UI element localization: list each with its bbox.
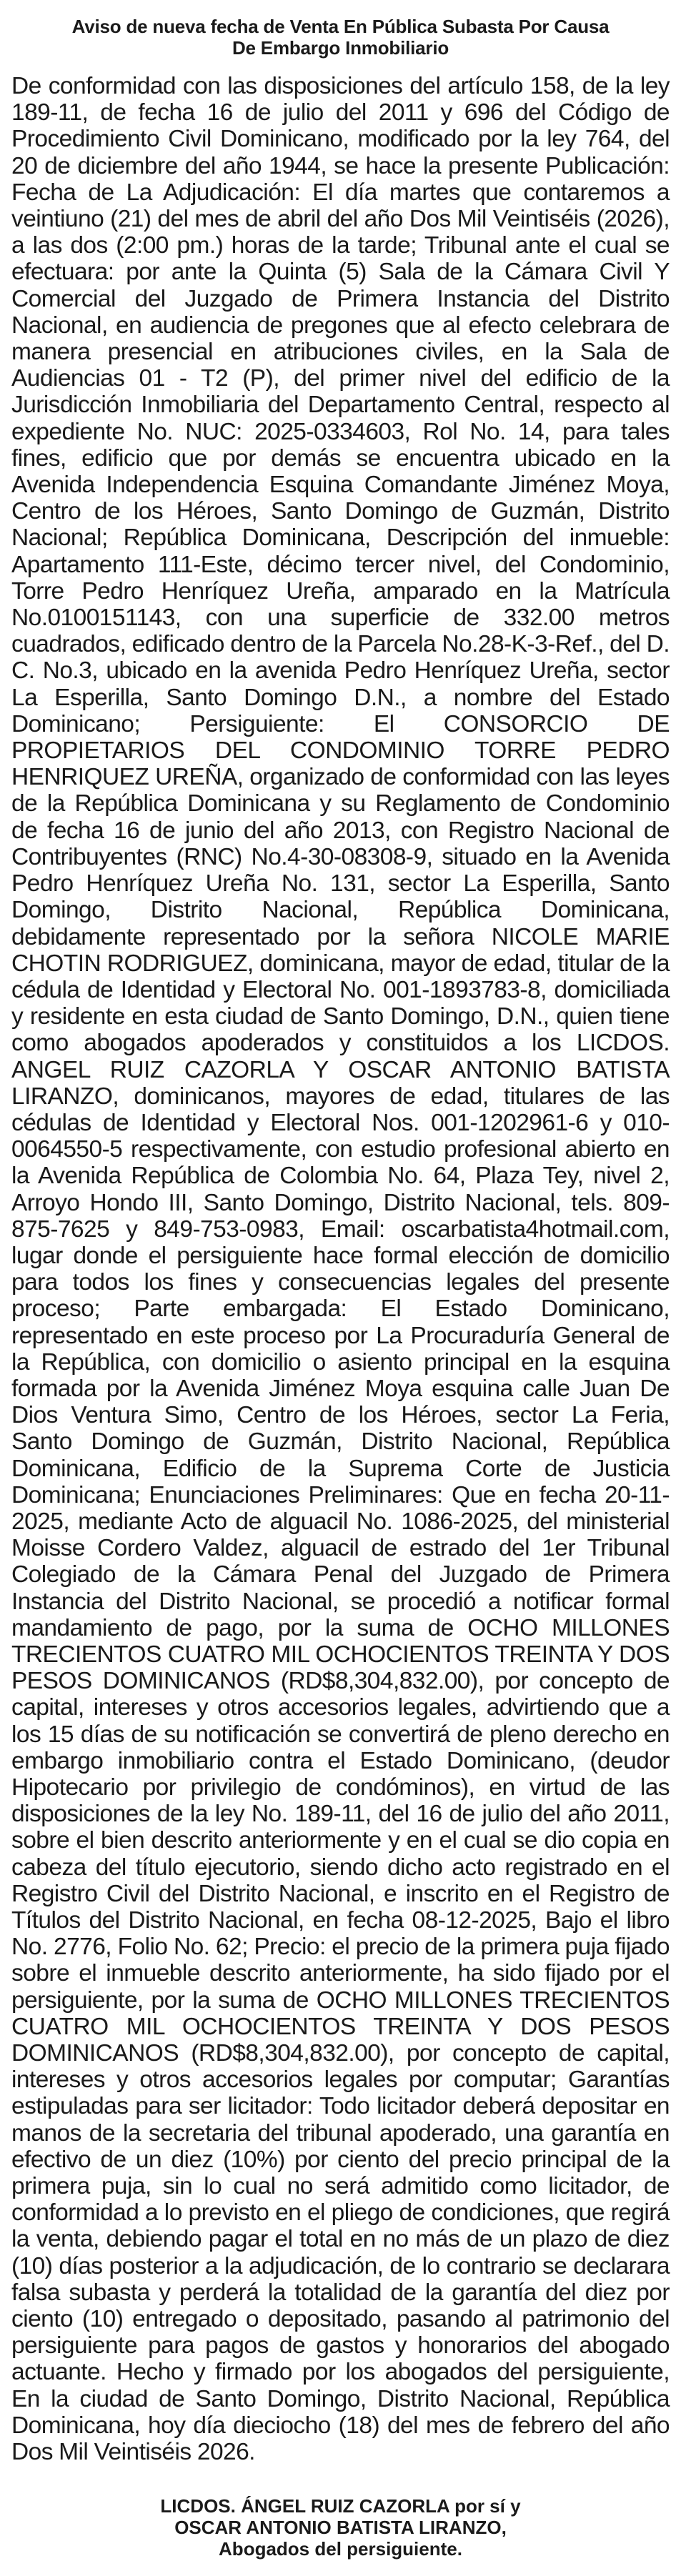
notice-title-line-2: De Embargo Inmobiliario [232, 37, 449, 59]
notice-title [0, 0, 681, 59]
notice-signature [29, 2495, 652, 2560]
signature-line-3: Abogados del persiguiente. [219, 2538, 462, 2560]
notice-title-line-1: Aviso de nueva fecha de Venta En Pública Subasta Por Causa [71, 16, 610, 37]
notice-body: De conformidad con las disposiciones del artículo 158, de la ley 189-11, de fecha 16 de julio del 2011 y 696 del Código de Procedimiento Civil Dominicano, modificado por la ley 764, del 20 de diciembre del año 1944, se hace la presente Publicación: Fecha de La Adjudicación: El día martes que contaremos a veintiuno (21) del mes de abril del año Dos Mil Veintiséis (2026), a las dos (2:00 pm.) horas de la tarde; Tribunal ante el cual se efectuara: por ante la Quinta (5) Sala de la Cámara Civil Y Comercial del Juzgado de Primera Instancia del Distrito Nacional, en audiencia de pregones que al efecto celebrara de manera presencial en atribuciones civiles, en la Sala de Audiencias 01 - T2 (P), del primer nivel del edificio de la Jurisdicción Inmobiliaria del Departamento Central, respecto al expediente No. NUC: 2025-0334603, Rol No. 14, para tales fines, edificio que por demás se encuentra ubicado en la Avenida Independencia Esquina Comandante Jiménez Moya, Centro de los Héroes, Santo Domingo de Guzmán, Distrito Nacional; República Dominicana, Descripción del inmueble: Apartamento 111-Este, décimo tercer nivel, del Condominio, Torre Pedro Henríquez Ureña, amparado en la Matrícula No.0100151143, con una superficie de 332.00 metros cuadrados, edificado dentro de la Parcela No.28-K-3-Ref., del D. C. No.3, ubicado en la avenida Pedro Henríquez Ureña, sector La Esperilla, Santo Domingo D.N., a nombre del Estado Dominicano; Persiguiente: El CONSORCIO DE PROPIETARIOS DEL CONDOMINIO TORRE PEDRO HENRIQUEZ UREÑA, organizado de conformidad con las leyes de la República Dominicana y su Reglamento de Condominio de fecha 16 de junio del año 2013, con Registro Nacional de Contribuyentes (RNC) No.4-30-08308-9, situado en la Avenida Pedro Henríquez Ureña No. 131, sector La Esperilla, Santo Domingo, Distrito Nacional, República Dominicana, debidamente representado por la señora NICOLE MARIE CHOTIN RODRIGUEZ, dominicana, mayor de edad, titular de la cédula de Identidad y Electoral No. 001-1893783-8, domiciliada y residente en esta ciudad de Santo Domingo, D.N., quien tiene como abogados apoderados y constituidos a los LICDOS. ANGEL RUIZ CAZORLA Y OSCAR ANTONIO BATISTA LIRANZO, dominicanos, mayores de edad, titulares de las cédulas de Identidad y Electoral Nos. 001-1202961-6 y 010-0064550-5 respectivamente, con estudio profesional abierto en la Avenida República de Colombia No. 64, Plaza Tey, nivel 2, Arroyo Hondo III, Santo Domingo, Distrito Nacional, tels. 809-875-7625 y 849-753-0983, Email: oscarbatista4hotmail.com, lugar donde el persiguiente hace formal elección de domicilio para todos los fines y consecuencias legales del presente proceso; Parte embargada: El Estado Dominicano, representado en este proceso por La Procuraduría General de la República, con domicilio o asiento principal en la esquina formada por la Avenida Jiménez Moya esquina calle Juan De Dios Ventura Simo, Centro de los Héroes, sector La Feria, Santo Domingo de Guzmán, Distrito Nacional, República Dominicana, Edificio de la Suprema Corte de Justicia Dominicana; Enunciaciones Preliminares: Que en fecha 20-11-2025, mediante Acto de alguacil No. 1086-2025, del ministerial Moisse Cordero Valdez, alguacil de estrado del 1er Tribunal Colegiado de la Cámara Penal del Juzgado de Primera Instancia del Distrito Nacional, se procedió a notificar formal mandamiento de pago, por la suma de OCHO MILLONES TRECIENTOS CUATRO MIL OCHOCIENTOS TREINTA Y DOS PESOS DOMINICANOS (RD$8,304,832.00), por concepto de capital, intereses y otros accesorios legales, advirtiendo que a los 15 días de su notificación se convertirá de pleno derecho en embargo inmobiliario contra el Estado Dominicano, (deudor Hipotecario por privilegio de condóminos), en virtud de las disposiciones de la ley No. 189-11, del 16 de julio del año 2011, sobre el bien descrito anteriormente y en el cual se dio copia en cabeza del título ejecutorio, siendo dicho acto registrado en el Registro Civil del Distrito Nacional, e inscrito en el Registro de Títulos del Distrito Nacional, en fecha 08-12-2025, Bajo el libro No. 2776, Folio No. 62; Precio: el precio de la primera puja fijado sobre el inmueble descrito anteriormente, ha sido fijado por el persiguiente, por la suma de OCHO MILLONES TRECIENTOS CUATRO MIL OCHOCIENTOS TREINTA Y DOS PESOS DOMINICANOS (RD$8,304,832.00), por concepto de capital, intereses y otros accesorios legales por computar; Garantías estipuladas para ser licitador: Todo licitador deberá depositar en manos de la secretaria del tribunal apoderado, una garantía en efectivo de un diez (10%) por ciento del precio principal de la primera puja, sin lo cual no será admitido como licitador, de conformidad a lo previsto en el pliego de condiciones, que regirá la venta, debiendo pagar el total en no más de un plazo de diez (10) días posterior a la adjudicación, de lo contrario se declarara falsa subasta y perderá la totalidad de la garantía del diez por ciento (10) entregado o depositado, pasando al patrimonio del persiguiente para pagos de gastos y honorarios del abogado actuante. Hecho y firmado por los abogados del persiguiente, En la ciudad de Santo Domingo, Distrito Nacional, República Dominicana, hoy día dieciocho (18) del mes de febrero del año Dos Mil Veintiséis 2026. [11, 73, 670, 2466]
signature-line-2: OSCAR ANTONIO BATISTA LIRANZO, [174, 2517, 507, 2539]
signature-line-1: LICDOS. ÁNGEL RUIZ CAZORLA por sí y [160, 2495, 521, 2517]
